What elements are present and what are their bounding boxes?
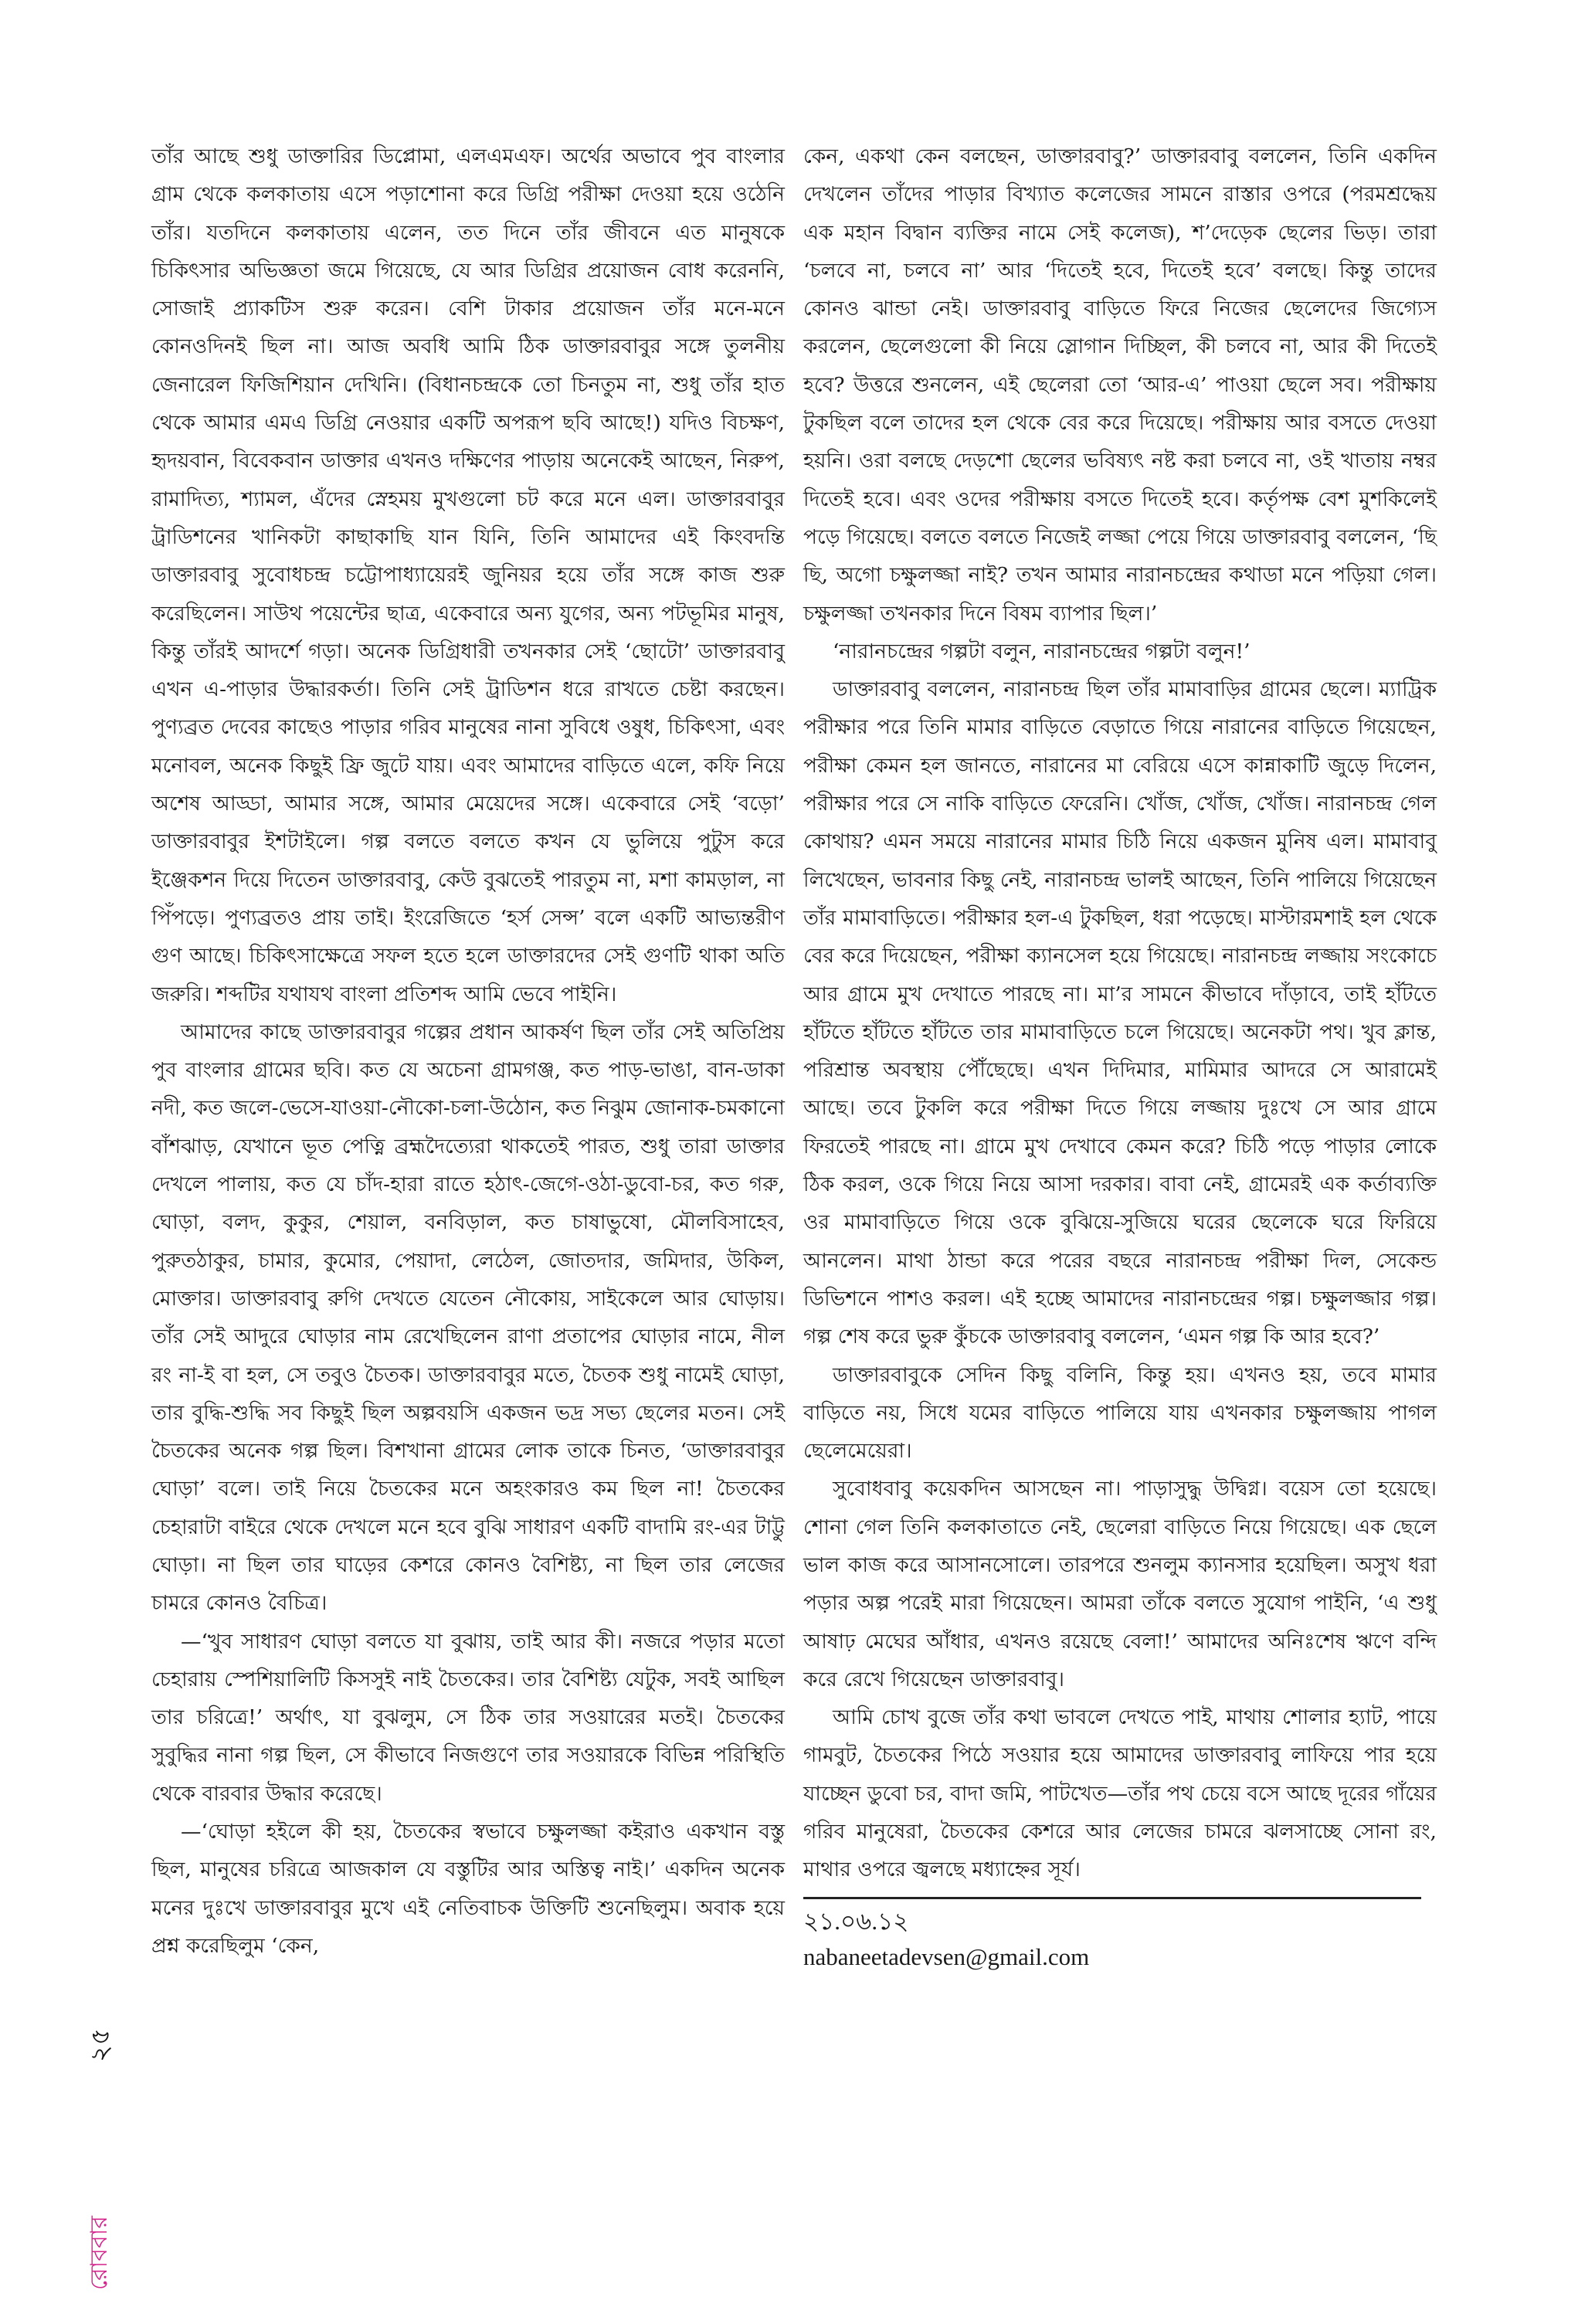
paragraph: —‘খুব সাধারণ ঘোড়া বলতে যা বুঝায়, তাই আর কী। নজরে পড়ার মতো চেহারায় স্পেশিয়ালিটি কিসসুই নাই চৈতকের। তার বৈশিষ্ট্য যেটুক, সবই আছিল তার চরিত্রে!’ অর্থাৎ, যা বুঝলুম, সে ঠিক তার সওয়ারের মতই। চৈতকের সুবুদ্ধির নানা গল্প ছিল, সে কীভাবে নিজগুণে তার সওয়ারকে বিভিন্ন পরিস্থিতি থেকে বারবার উদ্ধার করেছে। xyxy=(151,1629,785,1806)
paragraph: আমি চোখ বুজে তাঁর কথা ভাবলে দেখতে পাই, মাথায় শোলার হ্যাট, পায়ে গামবুট, চৈতকের পিঠে সওয়ার হয়ে আমাদের ডাক্তারবাবু লাফিয়ে পার হয়ে যাচ্ছেন ডুবো চর, বাদা জমি, পাটখেত—তাঁর পথ চেয়ে বসে আছে দূরের গাঁয়ের গরিব মানুষেরা, চৈতকের কেশরে আর লেজের চামরে ঝলসাচ্ছে সোনা রং, মাথার ওপরে জ্বলছে মধ্যাহ্নের সূর্য। xyxy=(803,1705,1437,1882)
signature-date: ২১.০৬.১২ xyxy=(803,1907,909,1935)
magazine-name: রোববার xyxy=(86,2216,113,2290)
signature-divider xyxy=(803,1897,1421,1899)
page-footer-vertical xyxy=(74,2000,116,2294)
paragraph: ডাক্তারবাবু বললেন, নারানচন্দ্র ছিল তাঁর মামাবাড়ির গ্রামের ছেলে। ম্যাট্রিক পরীক্ষার পরে তিনি মামার বাড়িতে বেড়াতে গিয়ে নারানের বাড়িতে গিয়েছেন, পরীক্ষা কেমন হল জানতে, নারানের মা বেরিয়ে এসে কান্নাকাটি জুড়ে দিলেন, পরীক্ষার পরে সে নাকি বাড়িতে ফেরেনি। খোঁজ, খোঁজ, খোঁজ। নারানচন্দ্র গেল কোথায়? এমন সময়ে নারানের মামার চিঠি নিয়ে একজন মুনিষ এল। মামাবাবু লিখেছেন, ভাবনার কিছু নেই, নারানচন্দ্র ভালই আছেন, তিনি পালিয়ে গিয়েছেন তাঁর মামাবাড়িতে। পরীক্ষার হল-এ টুকছিল, ধরা পড়েছে। মাস্টারমশাই হল থেকে বের করে দিয়েছেন, পরীক্ষা ক্যানসেল হয়ে গিয়েছে। নারানচন্দ্র লজ্জায় সংকোচে আর গ্রামে মুখ দেখাতে পারছে না। মা’র সামনে কীভাবে দাঁড়াবে, তাই হাঁটতে হাঁটতে হাঁটতে হাঁটতে তার মামাবাড়িতে চলে গিয়েছে। অনেকটা পথ। খুব ক্লান্ত, পরিশ্রান্ত অবস্থায় পৌঁছেছে। এখন দিদিমার, মামিমার আদরে সে আরামেই আছে। তবে টুকলি করে পরীক্ষা দিতে গিয়ে লজ্জায় দুঃখে সে আর গ্রামে ফিরতেই পারছে না। গ্রামে মুখ দেখাবে কেমন করে? চিঠি পড়ে পাড়ার লোকে ঠিক করল, ওকে গিয়ে নিয়ে আসা দরকার। বাবা নেই, গ্রামেরই এক কর্তাব্যক্তি ওর মামাবাড়িতে গিয়ে ওকে বুঝিয়ে-সুজিয়ে ঘরের ছেলেকে ঘরে ফিরিয়ে আনলেন। মাথা ঠান্ডা করে পরের বছরে নারানচন্দ্র পরীক্ষা দিল, সেকেন্ড ডিভিশনে পাশও করল। এই হচ্ছে আমাদের নারানচন্দ্রের গল্প। চক্ষুলজ্জার গল্প। গল্প শেষ করে ভুরু কুঁচকে ডাক্তারবাবু বললেন, ‘এমন গল্প কি আর হবে?’ xyxy=(803,677,1437,1349)
author-email[interactable]: nabaneetadevsen@gmail.com xyxy=(803,1942,1090,1970)
paragraph: তাঁর আছে শুধু ডাক্তারির ডিপ্লোমা, এলএমএফ। অর্থের অভাবে পুব বাংলার গ্রাম থেকে কলকাতায় এসে পড়াশোনা করে ডিগ্রি পরীক্ষা দেওয়া হয়ে ওঠেনি তাঁর। যতদিনে কলকাতায় এলেন, তত দিনে তাঁর জীবনে এত মানুষকে চিকিৎসার অভিজ্ঞতা জমে গিয়েছে, যে আর ডিগ্রির প্রয়োজন বোধ করেননি, সোজাই প্র্যাকটিস শুরু করেন। বেশি টাকার প্রয়োজন তাঁর মনে-মনে কোনওদিনই ছিল না। আজ অবধি আমি ঠিক ডাক্তারবাবুর সঙ্গে তুলনীয় জেনারেল ফিজিশিয়ান দেখিনি। (বিধানচন্দ্রকে তো চিনতুম না, শুধু তাঁর হাত থেকে আমার এমএ ডিগ্রি নেওয়ার একটি অপরূপ ছবি আছে!) যদিও বিচক্ষণ, হৃদয়বান, বিবেকবান ডাক্তার এখনও দক্ষিণের পাড়ায় অনেকেই আছেন, নিরুপ, রামাদিত্য, শ্যামল, এঁদের স্নেহময় মুখগুলো চট করে মনে এল। ডাক্তারবাবুর ট্রাডিশনের খানিকটা কাছাকাছি যান যিনি, তিনি আমাদের এই কিংবদন্তি ডাক্তারবাবু সুবোধচন্দ্র চট্টোপাধ্যায়েরই জুনিয়র হয়ে তাঁর সঙ্গে কাজ শুরু করেছিলেন। সাউথ পয়েন্টের ছাত্র, একেবারে অন্য যুগের, অন্য পটভূমির মানুষ, কিন্তু তাঁরই আদর্শে গড়া। অনেক ডিগ্রিধারী তখনকার সেই ‘ছোটো’ ডাক্তারবাবু এখন এ-পাড়ার উদ্ধারকর্তা। তিনি সেই ট্রাডিশন ধরে রাখতে চেষ্টা করছেন। পুণ্যব্রত দেবের কাছেও পাড়ার গরিব মানুষের নানা সুবিধে ওষুধ, চিকিৎসা, এবং মনোবল, অনেক কিছুই ফ্রি জুটে যায়। এবং আমাদের বাড়িতে এলে, কফি নিয়ে অশেষ আড্ডা, আমার সঙ্গে, আমার মেয়েদের সঙ্গে। একেবারে সেই ‘বড়ো’ ডাক্তারবাবুর ইশটাইলে। গল্প বলতে বলতে কখন যে ভুলিয়ে পুটুস করে ইঞ্জেকশন দিয়ে দিতেন ডাক্তারবাবু, কেউ বুঝতেই পারতুম না, মশা কামড়াল, না পিঁপড়ে। পুণ্যব্রতও প্রায় তাই। ইংরেজিতে ‘হর্স সেন্স’ বলে একটি আভ্যন্তরীণ গুণ আছে। চিকিৎসাক্ষেত্রে সফল হতে হলে ডাক্তারদের সেই গুণটি থাকা অতি জরুরি। শব্দটির যথাযথ বাংলা প্রতিশব্দ আমি ভেবে পাইনি। xyxy=(151,144,785,1006)
paragraph: —‘ঘোড়া হইলে কী হয়, চৈতকের স্বভাবে চক্ষুলজ্জা কইরাও একখান বস্তু ছিল, মানুষের চরিত্রে আজকাল যে বস্তুটির আর অস্তিত্ব নাই।’ একদিন অনেক মনের দুঃখে ডাক্তারবাবুর মুখে এই নেতিবাচক উক্তিটি শুনেছিলুম। অবাক হয়ে প্রশ্ন করেছিলুম ‘কেন, xyxy=(151,1820,785,1958)
left-column xyxy=(151,137,785,1965)
paragraph: কেন, একথা কেন বলছেন, ডাক্তারবাবু?’ ডাক্তারবাবু বললেন, তিনি একদিন দেখলেন তাঁদের পাড়ার বিখ্যাত কলেজের সামনে রাস্তার ওপরে (পরমশ্রদ্ধেয় এক মহান বিদ্বান ব্যক্তির নামে সেই কলেজ), শ’দেড়েক ছেলের ভিড়। তারা ‘চলবে না, চলবে না’ আর ‘দিতেই হবে, দিতেই হবে’ বলছে। কিন্তু তাদের কোনও ঝান্ডা নেই। ডাক্তারবাবু বাড়িতে ফিরে নিজের ছেলেদের জিগ্যেস করলেন, ছেলেগুলো কী নিয়ে স্লোগান দিচ্ছিল, কী চলবে না, আর কী দিতেই হবে? উত্তরে শুনলেন, এই ছেলেরা তো ‘আর-এ’ পাওয়া ছেলে সব। পরীক্ষায় টুকছিল বলে তাদের হল থেকে বের করে দিয়েছে। পরীক্ষায় আর বসতে দেওয়া হয়নি। ওরা বলছে দেড়শো ছেলের ভবিষ্যৎ নষ্ট করা চলবে না, ওই খাতায় নম্বর দিতেই হবে। এবং ওদের পরীক্ষায় বসতে দিতেই হবে। কর্তৃপক্ষ বেশ মুশকিলেই পড়ে গিয়েছে। বলতে বলতে নিজেই লজ্জা পেয়ে গিয়ে ডাক্তারবাবু বললেন, ‘ছি ছি, অগো চক্ষুলজ্জা নাই? তখন আমার নারানচন্দ্রের কথাডা মনে পড়িয়া গেল। চক্ষুলজ্জা তখনকার দিনে বিষম ব্যাপার ছিল।’ xyxy=(803,144,1437,626)
paragraph: আমাদের কাছে ডাক্তারবাবুর গল্পের প্রধান আকর্ষণ ছিল তাঁর সেই অতিপ্রিয় পুব বাংলার গ্রামের ছবি। কত যে অচেনা গ্রামগঞ্জ, কত পাড়-ভাঙা, বান-ডাকা নদী, কত জলে-ভেসে-যাওয়া-নৌকো-চলা-উঠোন, কত নিঝুম জোনাক-চমকানো বাঁশঝাড়, যেখানে ভূত পেত্নি ব্রহ্মদৈত্যেরা থাকতেই পারত, শুধু তারা ডাক্তার দেখলে পালায়, কত যে চাঁদ-হারা রাতে হঠাৎ-জেগে-ওঠা-ডুবো-চর, কত গরু, ঘোড়া, বলদ, কুকুর, শেয়াল, বনবিড়াল, কত চাষাভুষো, মৌলবিসাহেব, পুরুতঠাকুর, চামার, কুমোর, পেয়াদা, লেঠেল, জোতদার, জমিদার, উকিল, মোক্তার। ডাক্তারবাবু রুগি দেখতে যেতেন নৌকোয়, সাইকেলে আর ঘোড়ায়। তাঁর সেই আদুরে ঘোড়ার নাম রেখেছিলেন রাণা প্রতাপের ঘোড়ার নামে, নীল রং না-ই বা হল, সে তবুও চৈতক। ডাক্তারবাবুর মতে, চৈতক শুধু নামেই ঘোড়া, তার বুদ্ধি-শুদ্ধি সব কিছুই ছিল অল্পবয়সি একজন ভদ্র সভ্য ছেলের মতন। সেই চৈতকের অনেক গল্প ছিল। বিশখানা গ্রামের লোক তাকে চিনত, ‘ডাক্তারবাবুর ঘোড়া’ বলে। তাই নিয়ে চৈতকের মনে অহংকারও কম ছিল না! চৈতকের চেহারাটা বাইরে থেকে দেখলে মনে হবে বুঝি সাধারণ একটি বাদামি রং-এর টাট্টু ঘোড়া। না ছিল তার ঘাড়ের কেশরে কোনও বৈশিষ্ট্য, না ছিল তার লেজের চামরে কোনও বৈচিত্র। xyxy=(151,1020,785,1616)
paragraph: সুবোধবাবু কয়েকদিন আসছেন না। পাড়াসুদ্ধু উদ্বিগ্ন। বয়েস তো হয়েছে। শোনা গেল তিনি কলকাতাতে নেই, ছেলেরা বাড়িতে নিয়ে গিয়েছে। এক ছেলে ভাল কাজ করে আসানসোলে। তারপরে শুনলুম ক্যানসার হয়েছিল। অসুখ ধরা পড়ার অল্প পরেই মারা গিয়েছেন। আমরা তাঁকে বলতে সুযোগ পাইনি, ‘এ শুধু আষাঢ় মেঘের আঁধার, এখনও রয়েছে বেলা!’ আমাদের অনিঃশেষ ঋণে বন্দি করে রেখে গিয়েছেন ডাক্তারবাবু। xyxy=(803,1477,1437,1691)
paragraph: ডাক্তারবাবুকে সেদিন কিছু বলিনি, কিন্তু হয়। এখনও হয়, তবে মামার বাড়িতে নয়, সিধে যমের বাড়িতে পালিয়ে যায় এখনকার চক্ষুলজ্জায় পাগল ছেলেমেয়েরা। xyxy=(803,1362,1437,1464)
page-number: ২৫ xyxy=(85,2027,116,2062)
right-column xyxy=(803,137,1437,1975)
paragraph: ‘নারানচন্দ্রের গল্পটা বলুন, নারানচন্দ্রের গল্পটা বলুন!’ xyxy=(833,639,1251,663)
